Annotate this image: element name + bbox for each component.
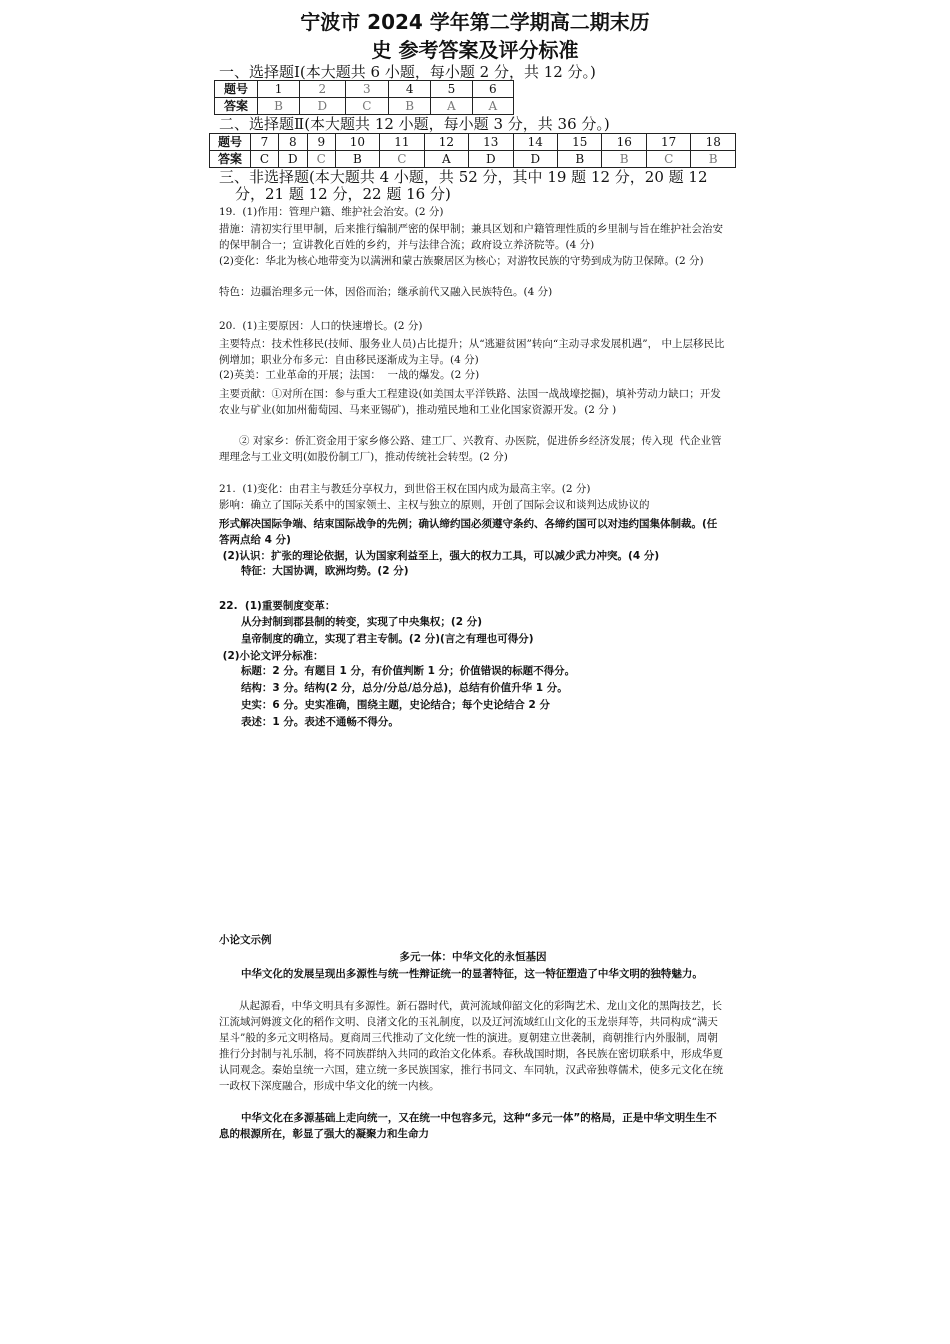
answer-cell: A xyxy=(424,151,468,168)
q19-features: 特色：边疆治理多元一体，因俗而治；继承前代又融入民族特色。(4 分) xyxy=(219,286,553,298)
table-row xyxy=(215,81,514,98)
essay-paragraph-1: 中华文化的发展呈现出多源性与统一性辩证统一的显著特征，这一特征塑造了中华文明的独特魅力。 xyxy=(219,968,703,980)
question-number: 10 xyxy=(335,134,379,151)
answer-cell: B xyxy=(258,98,300,115)
q20-contribution-1: 主要贡献：①对所在国：参与重大工程建设(如美国太平洋铁路、法国一战战壕挖掘)，填补劳动力缺口；开发农业与矿业(如加州葡萄园、马来亚锡矿)，推动殖民地和工业化国家资源开发。(2 分 ) xyxy=(219,388,721,416)
q20-features: 主要特点：技术性移民(技师、服务业人员)占比提升；从“逃避贫困”转向“主动寻求发展机遇”， 中上层移民比例增加；职业分布多元：自由移民逐渐成为主导。(4 分) xyxy=(219,338,725,366)
q19-part2-change: (2)变化：华北为核心地带变为以满洲和蒙古族聚居区为核心；对游牧民族的守势到成为防卫保障。(2 分) xyxy=(219,255,704,267)
table-row xyxy=(210,134,736,151)
page-title-line-2: 史 参考答案及评分标准 xyxy=(371,38,579,62)
essay-title: 多元一体：中华文化的永恒基因 xyxy=(399,951,547,963)
question-number: 9 xyxy=(307,134,335,151)
q21-part2-understanding: (2)认识：扩张的理论依据，认为国家利益至上，强大的权力工具，可以减少武力冲突。(4 分) xyxy=(219,550,660,562)
table-row xyxy=(215,98,514,115)
answer-cell: A xyxy=(472,98,513,115)
q21-impact: 影响：确立了国际关系中的国家领土、主权与独立的原则，开创了国际会议和谈判达成协议的 xyxy=(219,499,650,511)
answer-cell: B xyxy=(691,151,736,168)
answer-cell: D xyxy=(469,151,513,168)
q22-criteria-facts: 史实：6 分。史实准确，围绕主题，史论结合；每个史论结合 2 分 xyxy=(219,699,551,711)
essay-paragraph-3: 中华文化在多源基础上走向统一，又在统一中包容多元，这种“多元一体”的格局，正是中华文明生生不息的根源所在，彰显了强大的凝聚力和生命力 xyxy=(219,1112,717,1140)
question-number: 12 xyxy=(424,134,468,151)
question-number: 3 xyxy=(345,81,389,98)
question-number: 6 xyxy=(472,81,513,98)
answer-cell: B xyxy=(602,151,646,168)
question-number: 8 xyxy=(278,134,307,151)
answer-table-1 xyxy=(214,80,514,115)
question-number: 2 xyxy=(300,81,345,98)
table-row xyxy=(210,151,736,168)
answer-cell: B xyxy=(558,151,602,168)
row-label-answer: 答案 xyxy=(210,151,251,168)
answer-cell: A xyxy=(431,98,472,115)
row-label-number: 题号 xyxy=(215,81,258,98)
question-number: 14 xyxy=(513,134,557,151)
question-number: 17 xyxy=(646,134,690,151)
row-label-answer: 答案 xyxy=(215,98,258,115)
q21-part2-features: 特征：大国协调，欧洲均势。(2 分) xyxy=(219,565,409,577)
q22-part2: (2)小论文评分标准： xyxy=(219,650,324,662)
answer-cell: C xyxy=(380,151,424,168)
q22-reform-1: 从分封制到郡县制的转变，实现了中央集权；(2 分) xyxy=(219,616,482,628)
question-number: 15 xyxy=(558,134,602,151)
answer-cell: B xyxy=(389,98,431,115)
question-number: 13 xyxy=(469,134,513,151)
q20-part1: 20. (1)主要原因：人口的快速增长。(2 分) xyxy=(219,320,423,332)
page-title-line-1: 宁波市 2024 学年第二学期高二期末历 xyxy=(300,10,650,34)
question-number: 11 xyxy=(380,134,424,151)
row-label-number: 题号 xyxy=(210,134,251,151)
essay-label: 小论文示例 xyxy=(219,934,272,946)
q22-reform-2: 皇帝制度的确立，实现了君主专制。(2 分)(言之有理也可得分) xyxy=(219,633,534,645)
question-number: 4 xyxy=(389,81,431,98)
question-number: 7 xyxy=(251,134,279,151)
section-3-heading-line-2: 分，21 题 12 分，22 题 16 分) xyxy=(235,185,451,203)
answer-cell: B xyxy=(335,151,379,168)
answer-cell: C xyxy=(307,151,335,168)
q19-part1: 19. (1)作用：管理户籍、维护社会治安。(2 分) xyxy=(219,206,444,218)
q22-criteria-title: 标题：2 分。有题目 1 分，有价值判断 1 分；价值错误的标题不得分。 xyxy=(219,665,576,677)
q20-contribution-2: ② 对家乡：侨汇资金用于家乡修公路、建工厂、兴教育、办医院，促进侨乡经济发展；传入现 代企业管理理念与工业文明(如股份制工厂)，推动传统社会转型。(2 分) xyxy=(219,435,722,463)
section-2-heading: 二、选择题Ⅱ(本大题共 12 小题，每小题 3 分，共 36 分。) xyxy=(219,115,610,133)
answer-cell: C xyxy=(646,151,690,168)
section-1-heading: 一、选择题Ⅰ(本大题共 6 小题，每小题 2 分，共 12 分。) xyxy=(219,63,596,81)
answer-cell: C xyxy=(345,98,389,115)
q22-criteria-expression: 表述：1 分。表述不通畅不得分。 xyxy=(219,716,399,728)
q22-part1: 22. (1)重要制度变革： xyxy=(219,600,336,612)
q22-criteria-structure: 结构：3 分。结构(2 分，总分/分总/总分总)，总结有价值升华 1 分。 xyxy=(219,682,568,694)
question-number: 18 xyxy=(691,134,736,151)
q19-measures: 措施：清初实行里甲制，后来推行编制严密的保甲制；兼具区划和户籍管理性质的乡里制与旨在维护社会治安的保甲制合一；宣讲教化百姓的乡约，并与法律合流；政府设立养济院等。(4 分) xyxy=(219,223,723,251)
q21-part1: 21. (1)变化：由君主与教廷分享权力，到世俗王权在国内成为最高主宰。(2 分) xyxy=(219,483,591,495)
question-number: 1 xyxy=(258,81,300,98)
section-3-heading-line-1: 三、非选择题(本大题共 4 小题，共 52 分，其中 19 题 12 分，20 题 12 xyxy=(219,168,708,186)
essay-paragraph-2: 从起源看，中华文明具有多源性。新石器时代，黄河流域仰韶文化的彩陶艺术、龙山文化的黑陶技艺，长江流域河姆渡文化的稻作文明、良渚文化的玉礼制度，以及辽河流域红山文化的玉龙崇拜等，共同构成“满天星斗”般的多元文明格局。夏商周三代推动了文化统一性的演进。夏朝建立世袭制，商朝推行内外服制，周朝推行分封制与礼乐制，将不同族群纳入共同的政治文化体系。春秋战国时期，各民族在密切联系中，形成华夏认同观念。秦始皇统一六国，建立统一多民族国家，推行书同文、车同轨，汉武帝独尊儒术，使多元文化在统一政权下深度融合，形成中华文化的统一内核。 xyxy=(219,1000,723,1092)
question-number: 16 xyxy=(602,134,646,151)
q20-part2: (2)英美：工业革命的开展；法国： 一战的爆发。(2 分) xyxy=(219,369,480,381)
answer-cell: D xyxy=(300,98,345,115)
question-number: 5 xyxy=(431,81,472,98)
answer-cell: C xyxy=(251,151,279,168)
answer-cell: D xyxy=(513,151,557,168)
q21-impact-cont: 形式解决国际争端、结束国际战争的先例；确认缔约国必须遵守条约、各缔约国可以对违约国集体制裁。(任答两点给 4 分) xyxy=(219,518,718,546)
answer-table-2 xyxy=(209,133,736,168)
answer-cell: D xyxy=(278,151,307,168)
